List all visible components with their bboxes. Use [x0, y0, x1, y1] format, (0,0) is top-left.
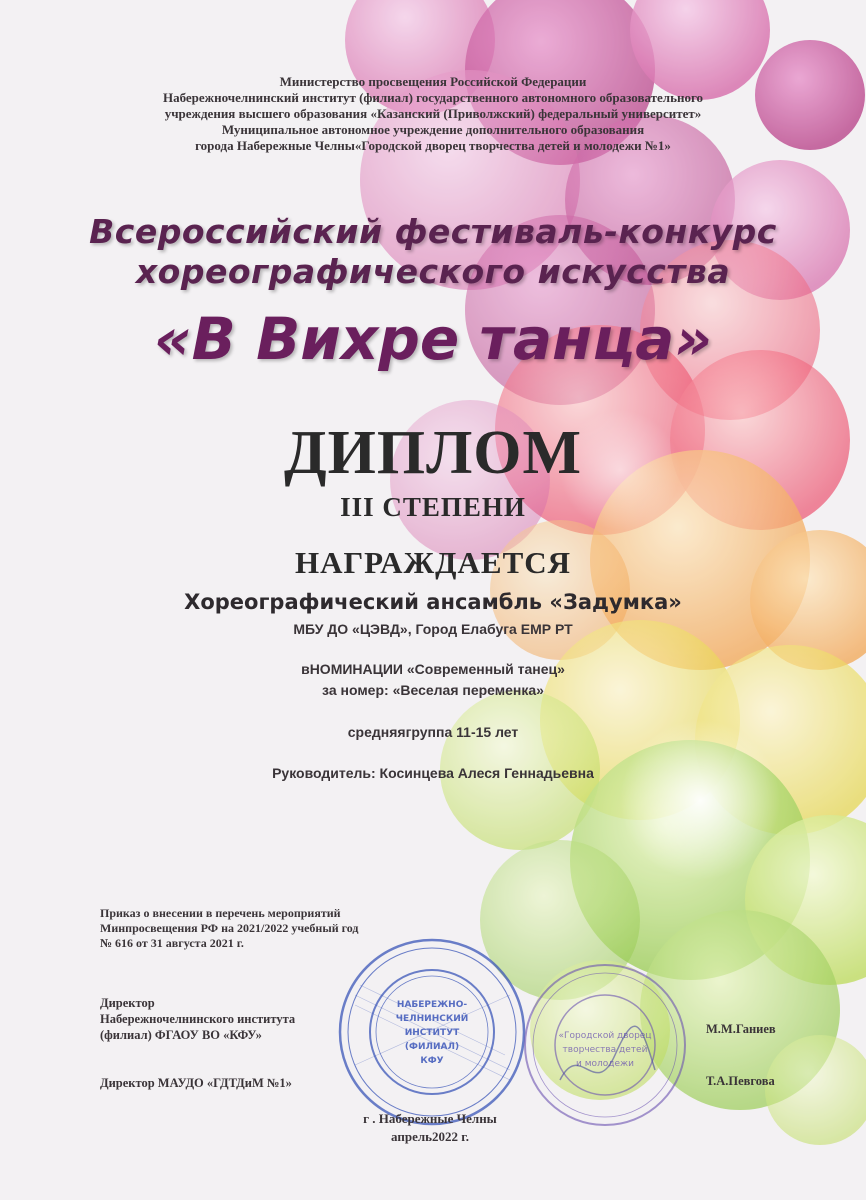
director1-line-1: Директор [100, 996, 155, 1010]
recipient-name: Хореографический ансамбль «Задумка» [184, 590, 682, 614]
director2-name: Т.А.Певгова [706, 1074, 775, 1088]
nomination: вНОМИНАЦИИ «Современный танец» [301, 661, 565, 677]
footer-date: апрель2022 г. [391, 1129, 469, 1144]
diploma-title: ДИПЛОМ [283, 419, 583, 487]
leader: Руководитель: Косинцева Алеся Геннадьевна [272, 765, 594, 781]
festival-title-line1: Всероссийский фестиваль-конкурс [89, 212, 777, 251]
gdtdim-stamp-text-2: творчества детей [562, 1045, 648, 1055]
diploma-degree: III СТЕПЕНИ [340, 492, 526, 522]
header-line-ministry: Министерство просвещения Российской Федерации [279, 74, 587, 89]
header-line-palace: города Набережные Челны«Городской дворец творчества детей и молодежи №1» [195, 138, 671, 153]
header-line-university: учреждения высшего образования «Казанский (Приволжский) федеральный университет» [164, 106, 702, 121]
gdtdim-round-stamp [520, 960, 690, 1130]
gdtdim-stamp-text-1: «Городской дворец [558, 1031, 652, 1041]
header-block [0, 74, 866, 154]
recipient-organization: МБУ ДО «ЦЭВД», Город Елабуга ЕМР РТ [293, 621, 573, 637]
kfu-stamp-text-2: ЧЕЛНИНСКИЙ [395, 1014, 469, 1024]
header-line-institute: Набережночелнинский институт (филиал) государственного автономного образовательного [162, 90, 704, 105]
director1-name: М.М.Ганиев [706, 1022, 776, 1036]
kfu-stamp-text-3: ИНСТИТУТ [404, 1028, 460, 1038]
kfu-round-stamp [335, 935, 530, 1130]
order-line-3: № 616 от 31 августа 2021 г. [100, 936, 244, 950]
gdtdim-stamp-text-3: и молодежи [576, 1059, 634, 1069]
director1-block [100, 995, 360, 1043]
festival-title-line2: хореографического искусства [135, 252, 731, 291]
director1-line-2: Набережночелнинского института [100, 1012, 296, 1026]
director1-line-3: (филиал) ФГАОУ ВО «КФУ» [100, 1028, 262, 1042]
age-group: средняягруппа 11-15 лет [347, 724, 519, 740]
header-line-municipal: Муниципальное автономное учреждение дополнительного образования [221, 122, 645, 137]
order-line-2: Минпросвещения РФ на 2021/2022 учебный год [100, 921, 359, 935]
festival-name: «В Вихре танца» [153, 305, 713, 373]
kfu-stamp-text-4: (ФИЛИАЛ) [404, 1042, 460, 1052]
kfu-stamp-text-1: НАБЕРЕЖНО- [396, 1000, 468, 1010]
order-line-1: Приказ о внесении в перечень мероприятий [100, 906, 341, 920]
awarded-heading: НАГРАЖДАЕТСЯ [294, 545, 572, 580]
footer-city: г . Набережные Челны [363, 1111, 497, 1126]
kfu-stamp-text-5: КФУ [420, 1056, 444, 1066]
director2-title: Директор МАУДО «ГДТДиМ №1» [100, 1076, 292, 1090]
performance-number: за номер: «Веселая переменка» [322, 682, 544, 698]
